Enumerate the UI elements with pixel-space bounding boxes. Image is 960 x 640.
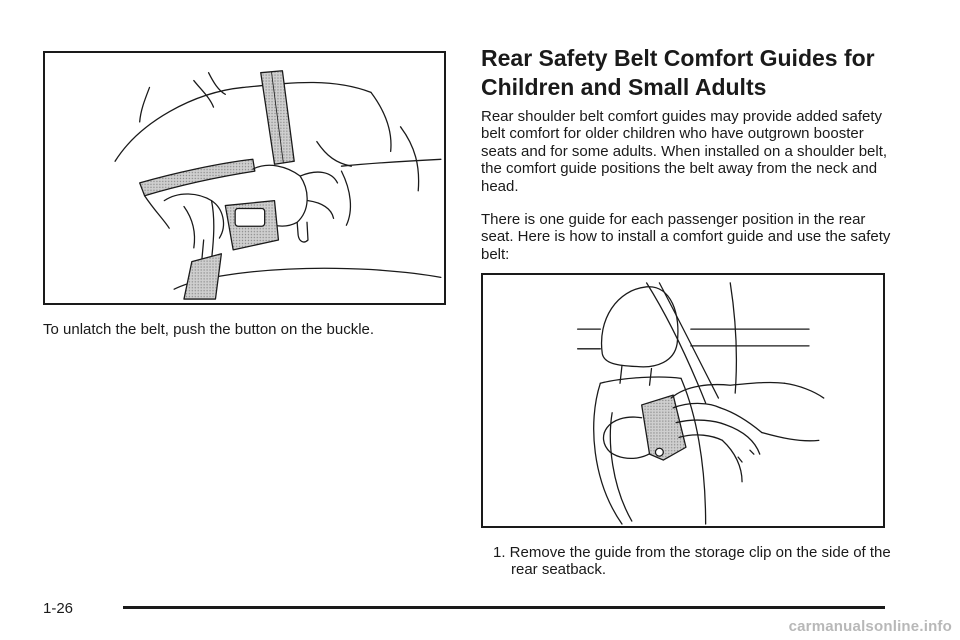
guide-paragraph: There is one guide for each passenger position in the rear seat. Here is how to install a comfort guide and use the safety belt: <box>481 211 891 263</box>
figure-caption: To unlatch the belt, push the button on the buckle. <box>43 321 375 338</box>
buckle-illustration <box>43 51 446 305</box>
watermark: carmanualsonline.info <box>788 618 952 635</box>
intro-paragraph: Rear shoulder belt comfort guides may provide added safety belt comfort for older children who have outgrown booster seats and for some adults. When installed on a shoulder belt, the comfort guide positions the belt away from the neck and head. <box>481 108 888 195</box>
footer-divider <box>123 606 885 609</box>
page-number: 1-26 <box>43 600 74 617</box>
comfort-guide-illustration <box>481 273 885 528</box>
step-item: 1. Remove the guide from the storage clip on the side of the rear seatback. <box>493 544 891 579</box>
section-heading: Rear Safety Belt Comfort Guides for Children and Small Adults <box>481 45 875 100</box>
